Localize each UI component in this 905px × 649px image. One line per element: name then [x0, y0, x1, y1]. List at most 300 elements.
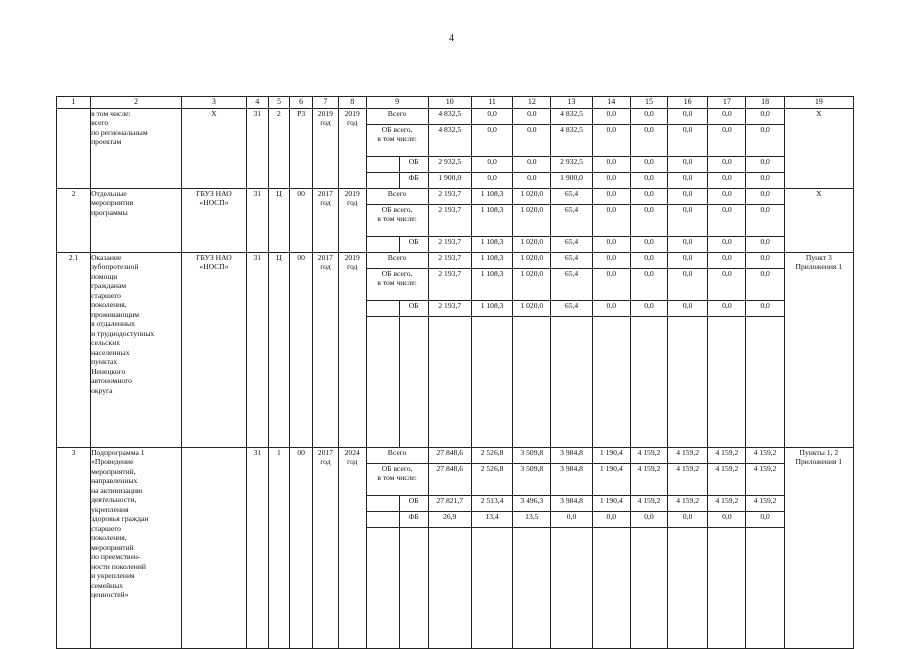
value-cell: 4 159,2 — [630, 448, 667, 464]
measure-name-line: мероприятий — [91, 542, 134, 552]
code-c6: 00 — [290, 189, 313, 253]
measure-name-line: Оказание — [91, 253, 122, 262]
source-label-line: Всего — [387, 253, 407, 262]
value-cell: 0,0 — [708, 125, 746, 157]
filler-cell — [513, 317, 551, 448]
value-cell: 0,0 — [746, 189, 784, 205]
value-cell: 2 193,7 — [428, 301, 471, 317]
value-cell: 0,0 — [592, 269, 630, 301]
measure-name-line: Подпрограмма 1 — [91, 448, 145, 457]
value-cell: 3 984,8 — [551, 448, 592, 464]
value-cell: 1 900,0 — [428, 173, 471, 189]
value-cell: 0,0 — [668, 269, 708, 301]
value-cell: 0,0 — [708, 301, 746, 317]
value-cell: 0,0 — [592, 301, 630, 317]
value-cell: 1 108,3 — [471, 237, 512, 253]
measure-name-line: программы — [91, 207, 128, 217]
value-cell: 0,0 — [746, 269, 784, 301]
value-cell: 27 821,7 — [428, 496, 471, 512]
value-cell: 2 526,8 — [471, 464, 512, 496]
value-cell: 0,0 — [668, 512, 708, 528]
header-cell: 7 — [312, 97, 338, 109]
source-label-line: Всего — [387, 189, 407, 198]
year-line: 2017 — [317, 448, 333, 457]
measure-name-line: ценностей» — [91, 590, 129, 600]
row-number — [57, 109, 91, 189]
year-c8 — [338, 109, 366, 189]
year-c8 — [338, 448, 366, 649]
value-cell: 4 159,2 — [746, 496, 784, 512]
header-cell: 3 — [181, 97, 246, 109]
source-label — [399, 237, 428, 253]
measure-name-line: поколения, — [91, 300, 127, 310]
value-cell: 0,0 — [668, 173, 708, 189]
value-cell: 0,0 — [592, 189, 630, 205]
table-row — [57, 448, 854, 464]
measure-name-line: семейных — [91, 580, 124, 590]
code-c4: 31 — [246, 109, 268, 189]
value-cell: 0,0 — [471, 173, 512, 189]
value-cell: 0,0 — [592, 205, 630, 237]
value-cell: 1 190,4 — [592, 496, 630, 512]
source-label — [399, 496, 428, 512]
value-cell: 27 848,6 — [428, 448, 471, 464]
header-cell: 17 — [708, 97, 746, 109]
value-cell: 0,0 — [630, 237, 667, 253]
value-cell: 65,4 — [551, 189, 592, 205]
value-cell: 0,0 — [551, 512, 592, 528]
measure-name-line: здоровья граждан — [91, 514, 149, 524]
year-line: 2017 — [317, 189, 333, 198]
filler-cell — [513, 528, 551, 649]
code-c4: 31 — [246, 253, 268, 448]
measure-name — [91, 448, 182, 649]
source-label-line: ОБ всего, — [381, 464, 413, 473]
note-line: Х — [816, 109, 822, 118]
filler-cell — [551, 317, 592, 448]
value-cell: 0,0 — [513, 173, 551, 189]
source-label-line: ОБ всего, — [381, 269, 413, 278]
source-label-line: ФБ — [408, 173, 419, 182]
value-cell: 0,0 — [592, 125, 630, 157]
value-cell: 0,0 — [746, 205, 784, 237]
year-line: год — [320, 118, 331, 128]
value-cell: 3 496,3 — [513, 496, 551, 512]
measure-name-line: в отдаленных — [91, 319, 135, 329]
year-line: год — [347, 457, 358, 467]
executor-line: ГБУЗ НАО — [196, 189, 232, 198]
measure-name-line: по региональным — [91, 127, 148, 137]
value-cell: 4 159,2 — [668, 496, 708, 512]
source-label-line: в том числе: — [377, 214, 417, 224]
value-cell: 2 193,7 — [428, 253, 471, 269]
table-row — [57, 109, 854, 125]
value-cell: 0,0 — [708, 109, 746, 125]
measure-name-line: зубопротезной — [91, 262, 139, 272]
header-cell: 15 — [630, 97, 667, 109]
value-cell: 0,0 — [630, 173, 667, 189]
header-cell: 9 — [366, 97, 428, 109]
value-cell: 2 193,7 — [428, 189, 471, 205]
note-line: Пункты 1, 2 — [799, 448, 839, 457]
filler-cell — [471, 528, 512, 649]
executor-line: «НОСП» — [199, 198, 229, 208]
value-cell: 0,0 — [746, 173, 784, 189]
page-number: 4 — [449, 33, 454, 44]
measure-name-line: проживающим — [91, 309, 140, 319]
value-cell: 0,0 — [630, 512, 667, 528]
measure-name-line: проектам — [91, 137, 122, 147]
budget-table — [56, 96, 854, 649]
source-label-line: ОБ всего, — [381, 125, 413, 134]
value-cell: 1 020,0 — [513, 189, 551, 205]
source-label-line: ОБ — [408, 237, 419, 246]
value-cell: 3 984,8 — [551, 496, 592, 512]
value-cell: 1 108,3 — [471, 189, 512, 205]
year-line: 2024 — [344, 448, 360, 457]
year-line: год — [347, 118, 358, 128]
filler-cell — [746, 528, 784, 649]
value-cell: 4 159,2 — [630, 464, 667, 496]
filler-blank — [366, 528, 399, 649]
filler-cell — [668, 317, 708, 448]
year-line: 2019 — [317, 109, 333, 118]
measure-name-line: по преемствен- — [91, 552, 141, 562]
note-line: Х — [816, 189, 822, 198]
code-c6: Р3 — [290, 109, 313, 189]
header-cell: 19 — [784, 97, 853, 109]
filler-cell — [399, 528, 428, 649]
measure-name-line: старшего — [91, 290, 121, 300]
value-cell: 0,0 — [668, 237, 708, 253]
header-cell: 8 — [338, 97, 366, 109]
value-cell: 0,0 — [708, 189, 746, 205]
value-cell: 2 513,4 — [471, 496, 512, 512]
source-label-line: в том числе: — [377, 278, 417, 288]
source-label — [366, 109, 428, 125]
filler-blank — [366, 317, 399, 448]
measure-name-line: деятельности, — [91, 495, 137, 505]
value-cell: 0,0 — [668, 125, 708, 157]
source-indent — [366, 157, 399, 173]
source-label-line: ОБ — [408, 157, 419, 166]
value-cell: 0,0 — [513, 157, 551, 173]
measure-name-line: населенных — [91, 347, 130, 357]
value-cell: 1 020,0 — [513, 301, 551, 317]
code-c5: 1 — [268, 448, 290, 649]
value-cell: 4 159,2 — [630, 496, 667, 512]
value-cell: 0,0 — [630, 125, 667, 157]
value-cell: 0,0 — [630, 109, 667, 125]
header-cell: 10 — [428, 97, 471, 109]
value-cell: 0,0 — [708, 269, 746, 301]
value-cell: 0,0 — [592, 512, 630, 528]
value-cell: 0,0 — [630, 301, 667, 317]
value-cell: 2 932,5 — [551, 157, 592, 173]
note-cell — [784, 253, 853, 448]
value-cell: 0,0 — [668, 301, 708, 317]
value-cell: 0,0 — [592, 109, 630, 125]
year-line: год — [347, 198, 358, 208]
source-indent — [366, 301, 399, 317]
value-cell: 0,0 — [592, 253, 630, 269]
value-cell: 4 832,5 — [428, 109, 471, 125]
value-cell: 0,0 — [668, 109, 708, 125]
measure-name — [91, 253, 182, 448]
measure-name-line: мероприятий, — [91, 466, 136, 476]
code-c6: 00 — [290, 448, 313, 649]
note-cell — [784, 448, 853, 649]
source-label-line: Всего — [387, 448, 407, 457]
value-cell: 0,0 — [471, 157, 512, 173]
value-cell: 2 526,8 — [471, 448, 512, 464]
note-line: Пункт 3 — [805, 253, 832, 262]
source-label-line: ФБ — [408, 512, 419, 521]
measure-name-line: укрепления — [91, 504, 129, 514]
source-label — [366, 253, 428, 269]
measure-name-line: Ненецкого — [91, 366, 126, 376]
row-number: 2.1 — [57, 253, 91, 448]
value-cell: 1 020,0 — [513, 237, 551, 253]
value-cell: 0,0 — [708, 205, 746, 237]
year-c8 — [338, 189, 366, 253]
header-cell: 11 — [471, 97, 512, 109]
value-cell: 1 190,4 — [592, 448, 630, 464]
year-line: год — [320, 262, 331, 272]
value-cell: 1 108,3 — [471, 253, 512, 269]
value-cell: 0,0 — [592, 173, 630, 189]
value-cell: 0,0 — [746, 125, 784, 157]
measure-name-line: автономного — [91, 376, 132, 386]
value-cell: 4 832,5 — [551, 125, 592, 157]
measure-name-line: сельских — [91, 338, 121, 348]
measure-name — [91, 189, 182, 253]
value-cell: 0,0 — [471, 125, 512, 157]
value-cell: 2 932,5 — [428, 157, 471, 173]
value-cell: 0,0 — [592, 157, 630, 173]
year-c7 — [312, 109, 338, 189]
executor-line: Х — [211, 109, 217, 118]
code-c6: 00 — [290, 253, 313, 448]
value-cell: 27 848,6 — [428, 464, 471, 496]
source-indent — [366, 173, 399, 189]
header-cell: 16 — [668, 97, 708, 109]
source-label-line: Всего — [387, 109, 407, 118]
code-c5: 2 — [268, 109, 290, 189]
value-cell: 0,0 — [592, 237, 630, 253]
source-label — [399, 512, 428, 528]
year-line: год — [320, 457, 331, 467]
executor-line: ГБУЗ НАО — [196, 253, 232, 262]
filler-cell — [668, 528, 708, 649]
value-cell: 0,0 — [746, 237, 784, 253]
value-cell: 1 900,0 — [551, 173, 592, 189]
measure-name-line: поколения, — [91, 533, 127, 543]
row-number: 2 — [57, 189, 91, 253]
value-cell: 1 190,4 — [592, 464, 630, 496]
year-line: 2019 — [344, 189, 360, 198]
value-cell: 65,4 — [551, 237, 592, 253]
value-cell: 65,4 — [551, 253, 592, 269]
year-line: 2019 — [344, 253, 360, 262]
value-cell: 1 020,0 — [513, 253, 551, 269]
table-row — [57, 189, 854, 205]
measure-name-line: всего — [91, 118, 109, 128]
executor-line: «НОСП» — [199, 262, 229, 272]
source-label — [366, 205, 428, 237]
source-label — [366, 269, 428, 301]
year-c7 — [312, 448, 338, 649]
code-c4: 31 — [246, 189, 268, 253]
value-cell: 3 984,8 — [551, 464, 592, 496]
value-cell: 0,0 — [630, 157, 667, 173]
value-cell: 3 509,8 — [513, 448, 551, 464]
measure-name-line: гражданам — [91, 281, 127, 291]
value-cell: 0,0 — [668, 189, 708, 205]
value-cell: 65,4 — [551, 269, 592, 301]
filler-cell — [708, 528, 746, 649]
code-c4: 31 — [246, 448, 268, 649]
measure-name-line: направленных — [91, 476, 138, 486]
executor — [181, 253, 246, 448]
header-row — [57, 97, 854, 109]
source-label — [366, 464, 428, 496]
value-cell: 4 832,5 — [551, 109, 592, 125]
value-cell: 0,0 — [630, 205, 667, 237]
value-cell: 0,0 — [708, 253, 746, 269]
measure-name-line: мероприятия — [91, 198, 134, 208]
value-cell: 0,0 — [746, 109, 784, 125]
source-label-line: в том числе: — [377, 134, 417, 144]
filler-cell — [471, 317, 512, 448]
value-cell: 0,0 — [668, 253, 708, 269]
value-cell: 0,0 — [708, 512, 746, 528]
row-number: 3 — [57, 448, 91, 649]
filler-cell — [708, 317, 746, 448]
note-line: Приложения 1 — [795, 262, 843, 272]
executor — [181, 109, 246, 189]
value-cell: 0,0 — [708, 157, 746, 173]
code-c5: Ц — [268, 189, 290, 253]
filler-cell — [592, 317, 630, 448]
source-label — [366, 448, 428, 464]
note-cell — [784, 109, 853, 189]
header-cell: 12 — [513, 97, 551, 109]
executor — [181, 448, 246, 649]
value-cell: 4 159,2 — [668, 448, 708, 464]
value-cell: 2 193,7 — [428, 205, 471, 237]
value-cell: 0,0 — [746, 157, 784, 173]
value-cell: 13,5 — [513, 512, 551, 528]
value-cell: 0,0 — [471, 109, 512, 125]
source-indent — [366, 512, 399, 528]
value-cell: 4 159,2 — [708, 448, 746, 464]
header-cell: 14 — [592, 97, 630, 109]
measure-name-line: в том числе: — [91, 109, 131, 118]
value-cell: 0,0 — [668, 157, 708, 173]
value-cell: 0,0 — [630, 269, 667, 301]
value-cell: 3 509,8 — [513, 464, 551, 496]
measure-name-line: ности поколений — [91, 561, 146, 571]
value-cell: 65,4 — [551, 205, 592, 237]
source-indent — [366, 237, 399, 253]
measure-name-line: помощи — [91, 271, 118, 281]
value-cell: 0,0 — [513, 125, 551, 157]
source-label — [366, 189, 428, 205]
header-cell: 13 — [551, 97, 592, 109]
source-label-line: ОБ — [408, 496, 419, 505]
measure-name-line: «Проведение — [91, 457, 134, 467]
value-cell: 2 193,7 — [428, 269, 471, 301]
source-indent — [366, 496, 399, 512]
filler-cell — [630, 317, 667, 448]
value-cell: 65,4 — [551, 301, 592, 317]
measure-name-line: старшего — [91, 523, 121, 533]
year-line: 2019 — [344, 109, 360, 118]
value-cell: 0,0 — [630, 253, 667, 269]
value-cell: 1 020,0 — [513, 205, 551, 237]
year-c8 — [338, 253, 366, 448]
header-cell: 1 — [57, 97, 91, 109]
filler-cell — [630, 528, 667, 649]
year-c7 — [312, 253, 338, 448]
value-cell: 4 159,2 — [746, 448, 784, 464]
value-cell: 26,9 — [428, 512, 471, 528]
value-cell: 0,0 — [708, 173, 746, 189]
header-cell: 2 — [91, 97, 182, 109]
measure-name-line: и укрепления — [91, 571, 135, 581]
measure-name — [91, 109, 182, 189]
code-c5: Ц — [268, 253, 290, 448]
value-cell: 13,4 — [471, 512, 512, 528]
source-label-line: в том числе: — [377, 473, 417, 483]
header-cell: 4 — [246, 97, 268, 109]
value-cell: 4 159,2 — [708, 496, 746, 512]
filler-cell — [592, 528, 630, 649]
measure-name-line: округа — [91, 385, 113, 395]
source-label — [399, 173, 428, 189]
note-line: Приложения 1 — [795, 457, 843, 467]
value-cell: 4 159,2 — [708, 464, 746, 496]
year-line: 2017 — [317, 253, 333, 262]
value-cell: 2 193,7 — [428, 237, 471, 253]
value-cell: 4 832,5 — [428, 125, 471, 157]
value-cell: 4 159,2 — [668, 464, 708, 496]
measure-name-line: и труднодоступных — [91, 328, 155, 338]
source-label — [366, 125, 428, 157]
year-c7 — [312, 189, 338, 253]
value-cell: 4 159,2 — [746, 464, 784, 496]
header-cell: 18 — [746, 97, 784, 109]
value-cell: 0,0 — [668, 205, 708, 237]
source-label — [399, 301, 428, 317]
measure-name-line: Отдельные — [91, 189, 127, 198]
value-cell: 0,0 — [513, 109, 551, 125]
filler-cell — [428, 317, 471, 448]
value-cell: 0,0 — [746, 512, 784, 528]
year-line: год — [320, 198, 331, 208]
executor — [181, 189, 246, 253]
year-line: год — [347, 262, 358, 272]
value-cell: 0,0 — [630, 189, 667, 205]
table-row — [57, 253, 854, 269]
value-cell: 1 108,3 — [471, 301, 512, 317]
value-cell: 0,0 — [708, 237, 746, 253]
header-cell: 5 — [268, 97, 290, 109]
filler-cell — [746, 317, 784, 448]
filler-cell — [428, 528, 471, 649]
value-cell: 0,0 — [746, 301, 784, 317]
